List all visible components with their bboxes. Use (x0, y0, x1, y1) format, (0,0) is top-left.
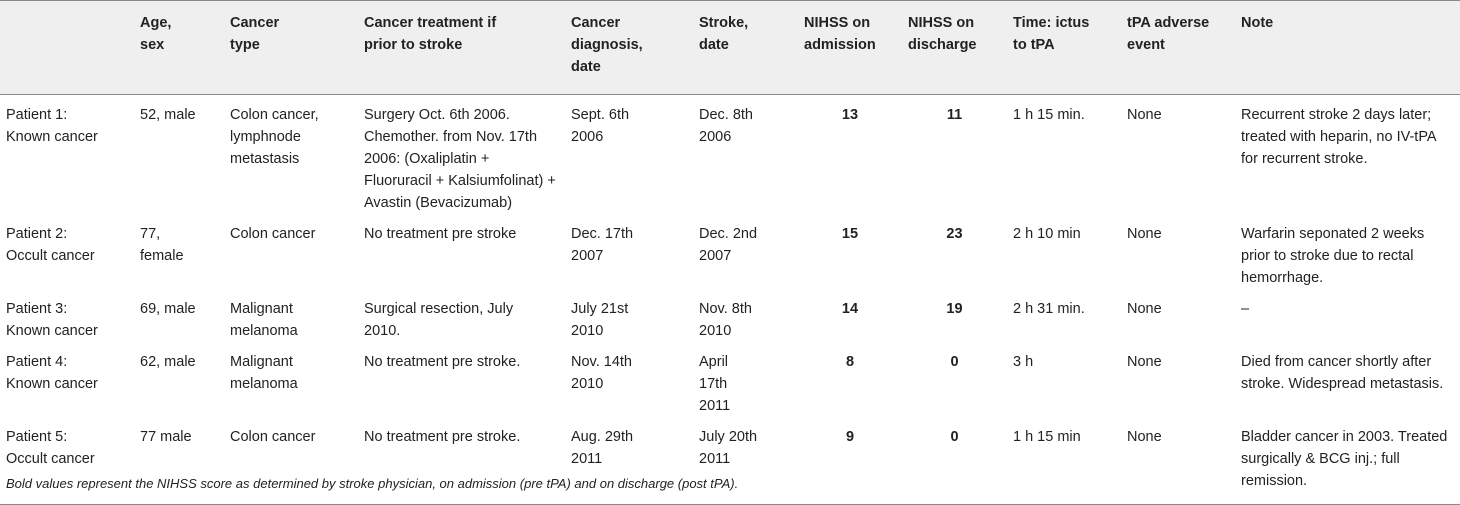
cell-patient: Patient 2: Occult cancer (6, 226, 95, 264)
cell-stroke-date: Nov. 8th 2010 (699, 301, 752, 339)
cell-time-to-tpa: 1 h 15 min (1007, 417, 1121, 505)
cell-stroke-date: Dec. 2nd 2007 (699, 226, 758, 264)
cell-treatment: Surgical resection, July 2010. (364, 301, 514, 339)
cell-note: Warfarin seponated 2 weeks prior to stroke due to rectal hemorrhage. (1241, 226, 1425, 286)
cell-cancer-type: Malignant melanoma (230, 301, 298, 339)
header-cancer-type: Cancer type (230, 15, 280, 53)
table-row (0, 289, 1460, 342)
cell-age-sex: 77 male (134, 417, 224, 505)
cell-treatment: No treatment pre stroke. (364, 354, 521, 370)
cell-patient: Patient 5: Occult cancer (0, 417, 134, 505)
header-adverse-event: tPA adverse event (1127, 15, 1210, 53)
cell-age-sex: 52, male (140, 107, 196, 123)
header-nihss-discharge: NIHSS on discharge (908, 15, 977, 53)
cell-adverse-event: None (1127, 301, 1162, 317)
cell-stroke-date: April 17th 2011 (699, 354, 731, 414)
cell-nihss-admission: 8 (845, 354, 855, 370)
cell-age-sex: 69, male (140, 301, 196, 317)
cell-patient: Patient 1: Known cancer (6, 107, 98, 145)
cell-nihss-admission: 9 (798, 417, 902, 505)
cell-nihss-discharge: 19 (946, 301, 963, 317)
header-age-sex: Age, sex (140, 15, 172, 53)
cell-diagnosis-date: Nov. 14th 2010 (571, 354, 632, 392)
cell-adverse-event: None (1127, 354, 1162, 370)
cell-adverse-event: None (1127, 226, 1162, 242)
cell-age-sex: 77, female (140, 226, 184, 264)
cell-cancer-type: Colon cancer (224, 417, 358, 505)
cell-note: Died from cancer shortly after stroke. Widespread metastasis. (1241, 354, 1444, 392)
cell-nihss-admission: 13 (841, 107, 859, 123)
table-footnote: Bold values represent the NIHSS score as determined by stroke physician, on admission (pre tPA) and on discharge (post tPA). (6, 476, 739, 491)
cell-nihss-discharge: 0 (950, 354, 959, 370)
cell-diagnosis-date: July 21st 2010 (571, 301, 629, 339)
table-row (0, 214, 1460, 289)
header-note: Note (1241, 15, 1274, 31)
cell-note: Recurrent stroke 2 days later; treated with heparin, no IV-tPA for recurrent stroke. (1241, 107, 1436, 167)
cell-treatment: No treatment pre stroke. (358, 417, 565, 505)
table-row (0, 95, 1460, 215)
cell-time-to-tpa: 3 h (1013, 354, 1034, 370)
header-treatment: Cancer treatment if prior to stroke (364, 15, 497, 53)
cell-note: Bladder cancer in 2003. Treated surgically & BCG inj.; full remission. (1235, 417, 1460, 505)
cell-diagnosis-date: Sept. 6th 2006 (571, 107, 630, 145)
cell-nihss-discharge: 0 (902, 417, 1007, 505)
cell-stroke-date: Dec. 8th 2006 (699, 107, 753, 145)
cell-patient: Patient 3: Known cancer (6, 301, 98, 339)
cell-nihss-discharge: 23 (946, 226, 963, 242)
cell-adverse-event: None (1121, 417, 1235, 505)
cell-time-to-tpa: 2 h 31 min. (1013, 301, 1085, 317)
cell-note: – (1241, 301, 1250, 317)
table-row (0, 417, 1460, 505)
cell-nihss-discharge: 11 (946, 107, 963, 123)
header-stroke-date: Stroke, date (699, 15, 749, 53)
cell-adverse-event: None (1127, 107, 1162, 123)
table-row (0, 342, 1460, 417)
cell-diagnosis-date: Dec. 17th 2007 (571, 226, 634, 264)
cell-stroke-date: July 20th 2011 (693, 417, 798, 505)
header-nihss-admission: NIHSS on admission (804, 15, 876, 53)
cell-treatment: No treatment pre stroke (364, 226, 517, 242)
cell-treatment: Surgery Oct. 6th 2006. Chemother. from Nov. 17th 2006: (Oxaliplatin + Fluoruracil + Kalsiumfolinat) + Avastin (Bevacizumab) (364, 107, 556, 211)
header-row (0, 1, 1460, 95)
cell-cancer-type: Colon cancer (230, 226, 316, 242)
cell-nihss-admission: 15 (841, 226, 859, 242)
cell-age-sex: 62, male (140, 354, 196, 370)
cell-nihss-admission: 14 (841, 301, 859, 317)
cell-time-to-tpa: 2 h 10 min (1013, 226, 1081, 242)
cell-cancer-type: Colon cancer, lymphnode metastasis (230, 107, 319, 167)
cell-time-to-tpa: 1 h 15 min. (1013, 107, 1085, 123)
header-patient (0, 1, 134, 95)
header-diagnosis-date: Cancer diagnosis, date (571, 15, 643, 75)
cell-patient: Patient 4: Known cancer (6, 354, 98, 392)
cell-diagnosis-date: Aug. 29th 2011 (565, 417, 693, 505)
cell-cancer-type: Malignant melanoma (230, 354, 298, 392)
header-time-to-tpa: Time: ictus to tPA (1013, 15, 1090, 53)
